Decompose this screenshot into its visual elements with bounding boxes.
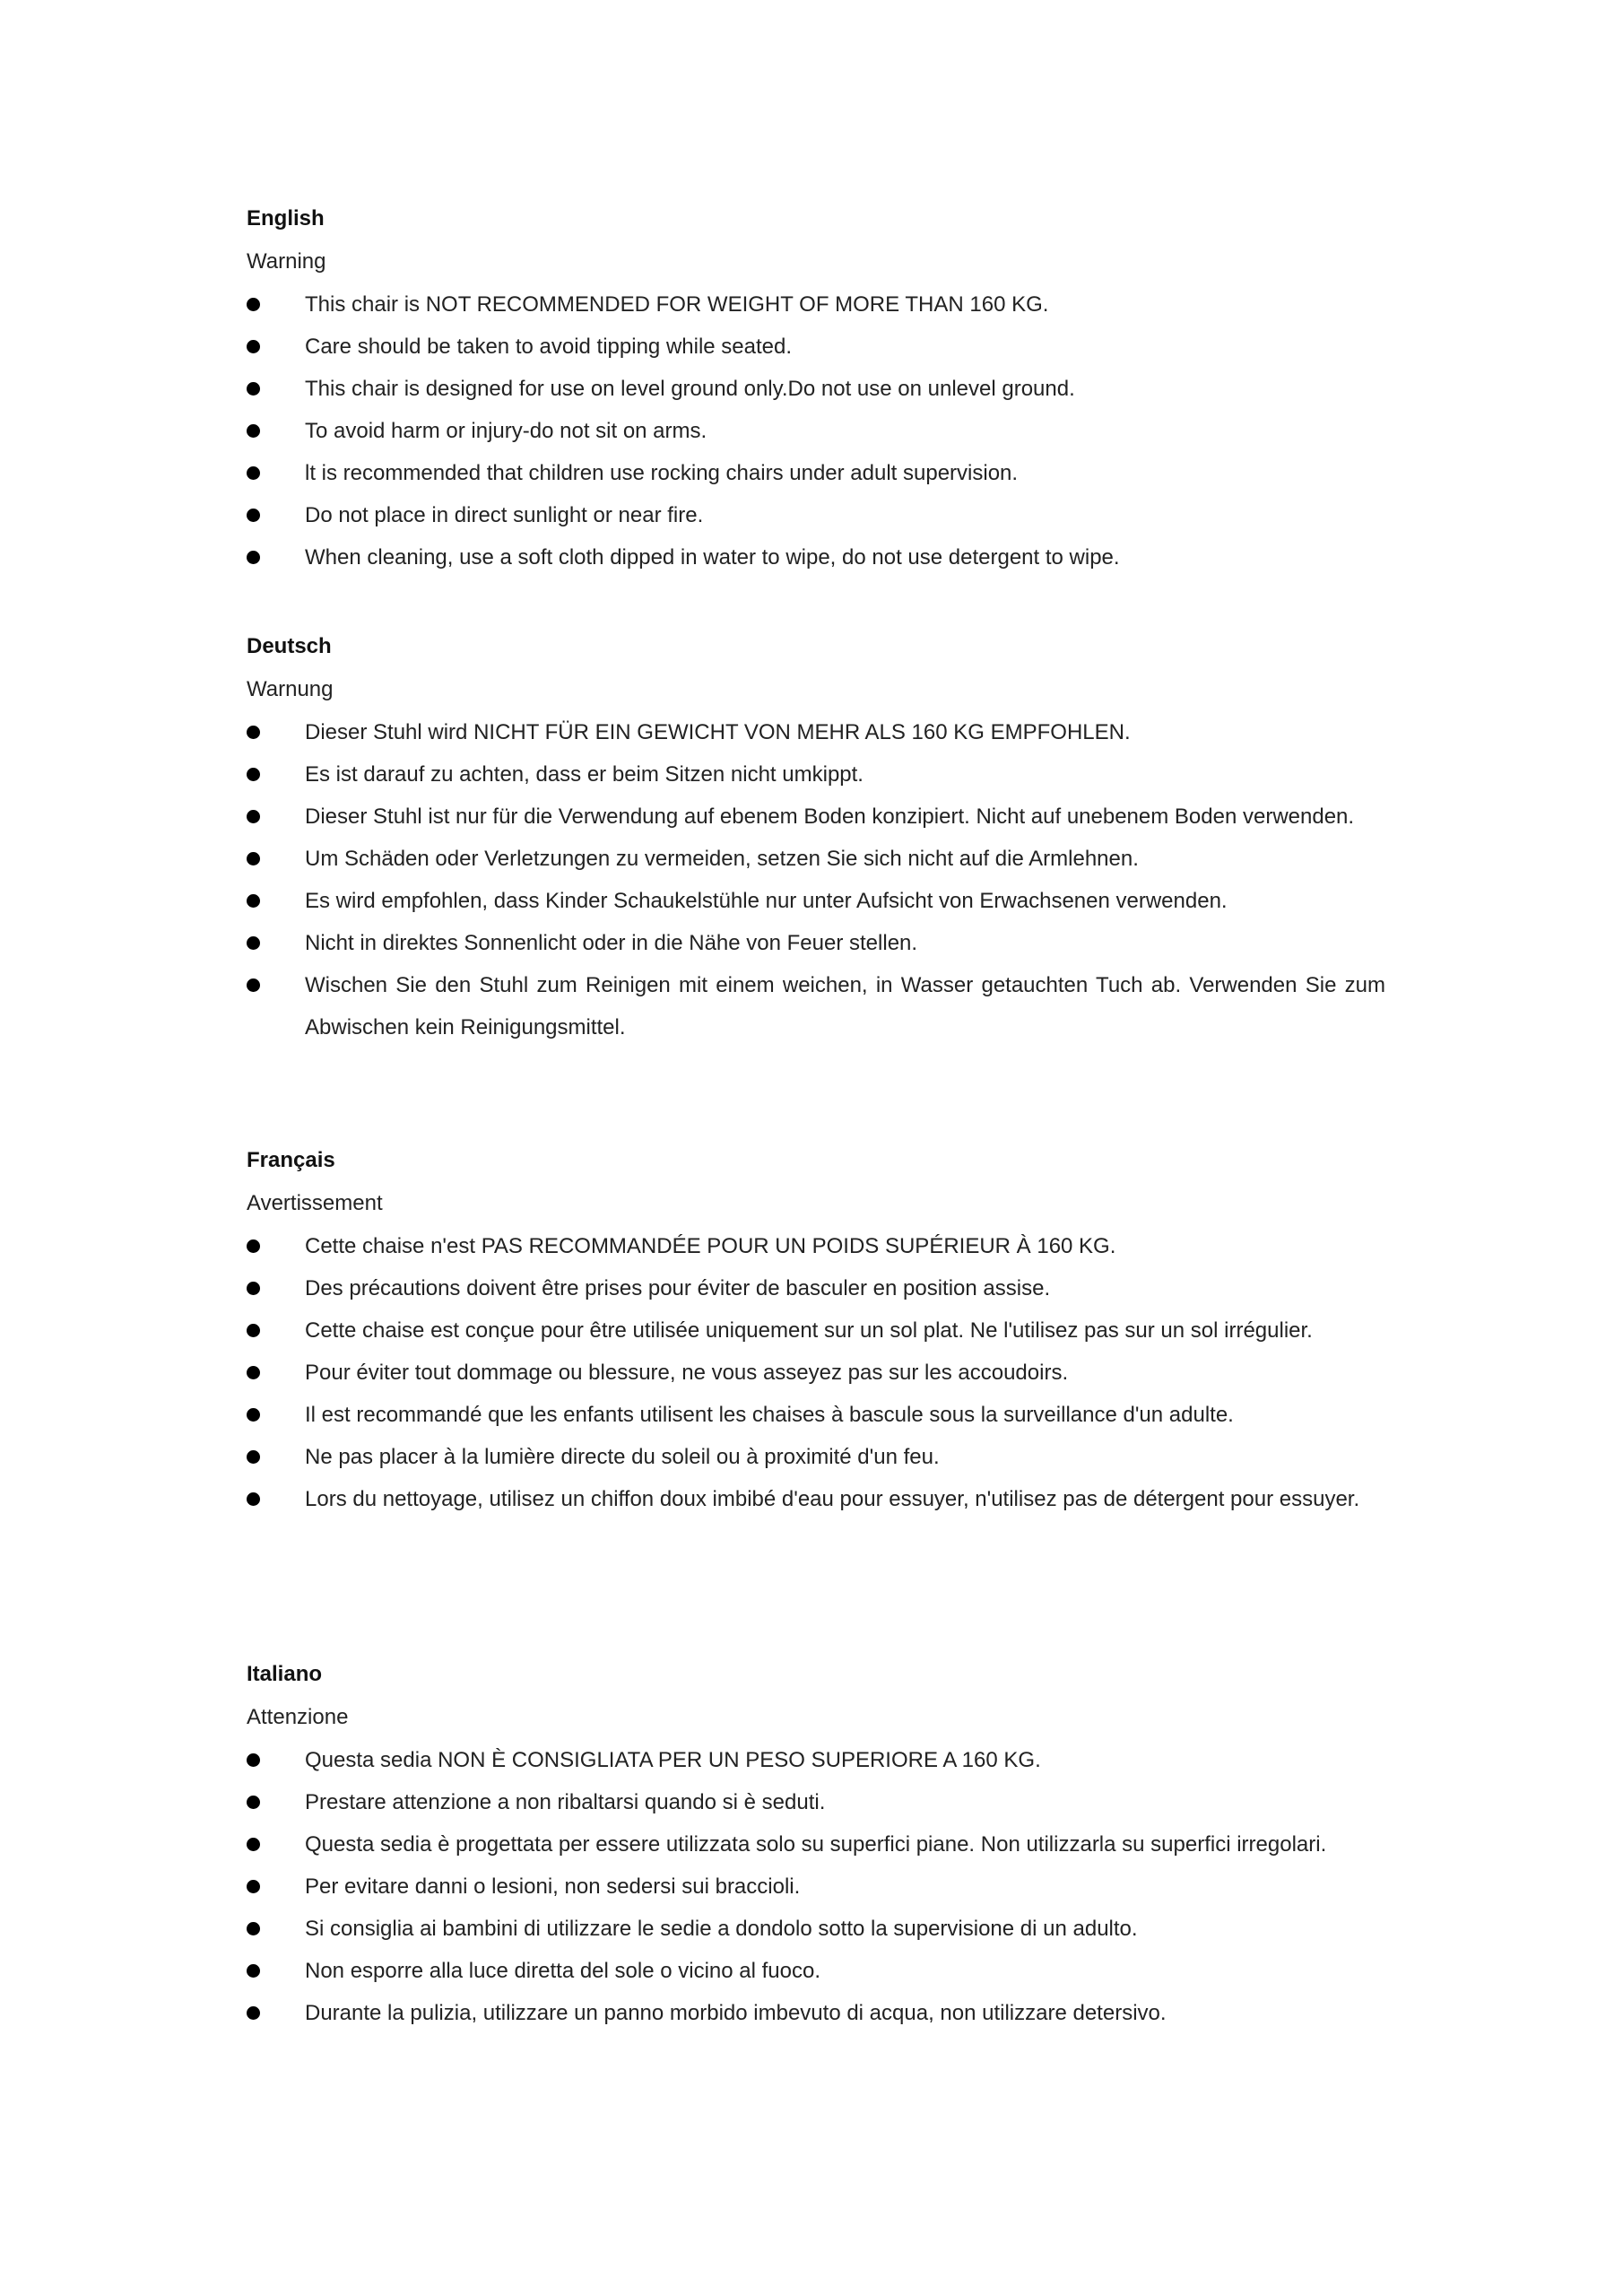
section-francais — [247, 1139, 1385, 1520]
item-text: Questa sedia NON È CONSIGLIATA PER UN PESO SUPERIORE A 160 KG. — [305, 1748, 1041, 1772]
item-text: Dieser Stuhl wird NICHT FÜR EIN GEWICHT VON MEHR ALS 160 KG EMPFOHLEN. — [305, 720, 1131, 744]
bullet-icon — [247, 978, 260, 992]
item-text: Des précautions doivent être prises pour éviter de basculer en position assise. — [305, 1276, 1051, 1300]
bullet-icon — [247, 1366, 260, 1379]
item-text: Es ist darauf zu achten, dass er beim Sitzen nicht umkippt. — [305, 762, 864, 787]
warning-heading: Avertissement — [247, 1191, 383, 1215]
language-title: English — [247, 206, 325, 230]
list-item — [247, 452, 1385, 494]
item-text: Il est recommandé que les enfants utilisent les chaises à bascule sous la surveillance d'un adulte. — [305, 1403, 1234, 1427]
section-deutsch — [247, 625, 1385, 1048]
item-text: Durante la pulizia, utilizzare un panno morbido imbevuto di acqua, non utilizzare detersivo. — [305, 2001, 1167, 2025]
list-item — [247, 922, 1385, 964]
bullet-icon — [247, 810, 260, 823]
bullet-icon — [247, 1239, 260, 1253]
bullet-icon — [247, 1796, 260, 1809]
list-item — [247, 1823, 1385, 1866]
item-text: To avoid harm or injury-do not sit on arms. — [305, 419, 707, 443]
list-item — [247, 796, 1385, 838]
list-item — [247, 1267, 1385, 1309]
item-text: Care should be taken to avoid tipping while seated. — [305, 335, 793, 359]
list-item — [247, 1866, 1385, 1908]
bullet-icon — [247, 1922, 260, 1935]
item-text: Si consiglia ai bambini di utilizzare le sedie a dondolo sotto la supervisione di un adulto. — [305, 1917, 1138, 1941]
bullet-icon — [247, 1838, 260, 1851]
bullet-icon — [247, 1450, 260, 1464]
bullet-icon — [247, 768, 260, 781]
warning-list — [247, 1739, 1385, 2034]
bullet-icon — [247, 1964, 260, 1978]
list-item — [247, 964, 1385, 1048]
item-text: Nicht in direktes Sonnenlicht oder in die Nähe von Feuer stellen. — [305, 931, 918, 955]
item-text: Questa sedia è progettata per essere utilizzata solo su superfici piane. Non utilizzarla su superfici irregolari. — [305, 1832, 1327, 1857]
section-italiano — [247, 1653, 1385, 2034]
bullet-icon — [247, 936, 260, 950]
bullet-icon — [247, 1492, 260, 1506]
list-item — [247, 1309, 1385, 1352]
bullet-icon — [247, 1324, 260, 1337]
list-item — [247, 410, 1385, 452]
list-item — [247, 1225, 1385, 1267]
list-item — [247, 1908, 1385, 1950]
language-title: Français — [247, 1148, 335, 1172]
list-item — [247, 494, 1385, 536]
list-item — [247, 838, 1385, 880]
bullet-icon — [247, 424, 260, 438]
item-text: Cette chaise n'est PAS RECOMMANDÉE POUR UN POIDS SUPÉRIEUR À 160 KG. — [305, 1234, 1116, 1258]
list-item — [247, 1478, 1385, 1520]
item-text: This chair is designed for use on level ground only.Do not use on unlevel ground. — [305, 377, 1075, 401]
bullet-icon — [247, 852, 260, 865]
bullet-icon — [247, 298, 260, 311]
item-text: Dieser Stuhl ist nur für die Verwendung auf ebenem Boden konzipiert. Nicht auf unebenem Boden verwenden. — [305, 804, 1355, 829]
list-item — [247, 1394, 1385, 1436]
item-text: When cleaning, use a soft cloth dipped in water to wipe, do not use detergent to wipe. — [305, 545, 1120, 570]
list-item — [247, 283, 1385, 326]
warning-list — [247, 1225, 1385, 1520]
bullet-icon — [247, 1408, 260, 1422]
bullet-icon — [247, 466, 260, 480]
bullet-icon — [247, 340, 260, 353]
item-text: Pour éviter tout dommage ou blessure, ne vous asseyez pas sur les accoudoirs. — [305, 1361, 1069, 1385]
list-item — [247, 1950, 1385, 1992]
list-item — [247, 1436, 1385, 1478]
item-text: Um Schäden oder Verletzungen zu vermeiden, setzen Sie sich nicht auf die Armlehnen. — [305, 847, 1139, 871]
list-item — [247, 1781, 1385, 1823]
bullet-icon — [247, 1282, 260, 1295]
bullet-icon — [247, 726, 260, 739]
warning-heading: Warning — [247, 249, 326, 274]
list-item — [247, 1992, 1385, 2034]
item-text: Cette chaise est conçue pour être utilisée uniquement sur un sol plat. Ne l'utilisez pas sur un sol irrégulier. — [305, 1318, 1313, 1343]
list-item — [247, 536, 1385, 578]
list-item — [247, 326, 1385, 368]
bullet-icon — [247, 382, 260, 396]
item-text: lt is recommended that children use rocking chairs under adult supervision. — [305, 461, 1019, 485]
list-item — [247, 1739, 1385, 1781]
list-item — [247, 880, 1385, 922]
warning-heading: Warnung — [247, 677, 334, 701]
bullet-icon — [247, 894, 260, 908]
list-item — [247, 753, 1385, 796]
item-text: Ne pas placer à la lumière directe du soleil ou à proximité d'un feu. — [305, 1445, 940, 1469]
item-text: Wischen Sie den Stuhl zum Reinigen mit einem weichen, in Wasser getauchten Tuch ab. Verwenden Sie zum Abwischen kein Reinigungsmittel. — [305, 973, 1385, 1039]
bullet-icon — [247, 551, 260, 564]
bullet-icon — [247, 1880, 260, 1893]
section-english — [247, 197, 1385, 578]
warning-heading: Attenzione — [247, 1705, 349, 1729]
bullet-icon — [247, 1753, 260, 1767]
language-title: Deutsch — [247, 634, 332, 658]
item-text: Prestare attenzione a non ribaltarsi quando si è seduti. — [305, 1790, 826, 1814]
item-text: Lors du nettoyage, utilisez un chiffon doux imbibé d'eau pour essuyer, n'utilisez pas de détergent pour essuyer. — [305, 1487, 1360, 1511]
item-text: Non esporre alla luce diretta del sole o vicino al fuoco. — [305, 1959, 820, 1983]
bullet-icon — [247, 509, 260, 522]
list-item — [247, 1352, 1385, 1394]
item-text: Do not place in direct sunlight or near fire. — [305, 503, 704, 527]
warning-list — [247, 711, 1385, 1048]
item-text: Es wird empfohlen, dass Kinder Schaukelstühle nur unter Aufsicht von Erwachsenen verwenden. — [305, 889, 1228, 913]
list-item — [247, 711, 1385, 753]
list-item — [247, 368, 1385, 410]
item-text: This chair is NOT RECOMMENDED FOR WEIGHT OF MORE THAN 160 KG. — [305, 292, 1049, 317]
bullet-icon — [247, 2006, 260, 2020]
item-text: Per evitare danni o lesioni, non sedersi sui braccioli. — [305, 1874, 801, 1899]
warning-list — [247, 283, 1385, 578]
language-title: Italiano — [247, 1662, 323, 1686]
